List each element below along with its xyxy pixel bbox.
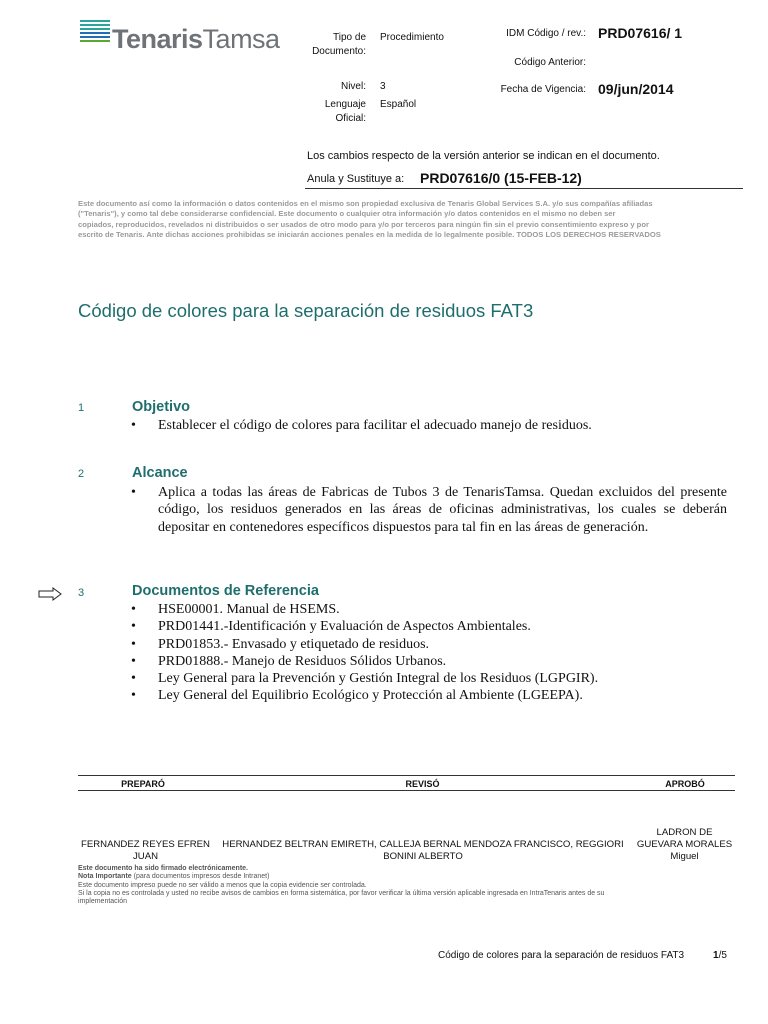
signatures-top-rule bbox=[78, 775, 735, 776]
approved-by-name: LADRON DE GUEVARA MORALES Miguel bbox=[636, 827, 733, 862]
tipo-documento-label: Tipo de Documento: bbox=[312, 32, 366, 57]
lenguaje-label: Lenguaje Oficial: bbox=[324, 99, 366, 124]
fecha-vigencia-value: 09/jun/2014 bbox=[598, 81, 674, 97]
list-item: • HSE00001. Manual de HSEMS. bbox=[131, 602, 340, 617]
logo-stripe bbox=[80, 36, 110, 38]
logo-stripe bbox=[80, 24, 110, 26]
anula-label: Anula y Sustituye a: bbox=[307, 173, 405, 185]
confidentiality-notice: Este documento así como la información o datos contenidos en el mismo son propiedad exclusiva de Tenaris Global Services S.A. y/o sus compañías afiliadas ("Tenaris"), y como tal debe considerarse confidencial. Este documento o cualquier otra información y/o datos contenidos en el mismo no deben ser copiados, reproducidos, revelados ni distribuidos o ser usados de otro modo para y/o por terceros para ningún fin sin el previo consentimiento expreso y por escrito de Tenaris. Ante dichas acciones prohibidas se iniciarán acciones penales en la medida de lo legalmente posible. TODOS LOS DERECHOS RESERVADOS bbox=[78, 199, 661, 239]
approved-header: APROBÓ bbox=[665, 779, 705, 789]
list-item: • PRD01888.- Manejo de Residuos Sólidos Urbanos. bbox=[131, 653, 447, 669]
idm-codigo-value: PRD07616/ 1 bbox=[598, 25, 683, 41]
section-number: 3 bbox=[78, 587, 85, 599]
reviewed-header: REVISÓ bbox=[405, 779, 440, 789]
footnotes: Este documento ha sido firmado electrónicamente. Nota Importante (para documentos impresos desde Intranet) Este documento impreso puede no ser válido a menos que la copia evidencie ser controlada. Si la copia no es controlada y usted no recibe avisos de cambios en forma sistemática, por favor verificar la última versión aplicable ingresada en IntraTenaris antes de su implementación bbox=[78, 865, 605, 906]
changes-note: Los cambios respecto de la versión anterior se indican en el documento. bbox=[307, 150, 660, 162]
list-item: • Ley General para la Prevención y Gestión Integral de los Residuos (LGPGIR). bbox=[131, 671, 599, 687]
section-number: 2 bbox=[78, 468, 85, 480]
list-item: • PRD01441.-Identificación y Evaluación de Aspectos Ambientales. bbox=[131, 619, 531, 635]
codigo-anterior-label: Código Anterior: bbox=[514, 57, 586, 68]
reference-list bbox=[131, 601, 727, 705]
header-divider bbox=[305, 188, 743, 189]
section-heading-documentos-referencia: Documentos de Referencia bbox=[132, 583, 319, 599]
change-indicator-arrow-icon bbox=[38, 587, 62, 601]
lenguaje-value: Español bbox=[380, 99, 417, 110]
idm-codigo-label: IDM Código / rev.: bbox=[506, 28, 586, 39]
logo-stripe bbox=[80, 28, 110, 30]
nivel-value: 3 bbox=[380, 81, 386, 92]
logo-stripe bbox=[80, 20, 110, 22]
prepared-by-name: FERNANDEZ REYES EFREN JUAN bbox=[80, 839, 210, 862]
section-heading-alcance: Alcance bbox=[132, 465, 188, 481]
anula-value: PRD07616/0 (15-FEB-12) bbox=[420, 170, 582, 186]
section-number: 1 bbox=[78, 402, 85, 414]
logo-stripe bbox=[80, 40, 110, 42]
list-item: • Ley General del Equilibrio Ecológico y Protección al Ambiente (LGEEPA). bbox=[131, 688, 583, 704]
tipo-documento-value: Procedimiento bbox=[380, 32, 444, 43]
list-item: • Aplica a todas las áreas de Fabricas de Tubos 3 de TenarisTamsa. Quedan excluidos del presente código, los residuos generados en las áreas de oficinas administrativas, los cuales se deberán depositar en contenedores específicos dispuestos para tal fin en las áreas de generación. bbox=[131, 485, 727, 535]
company-logo: TenarisTamsa bbox=[112, 24, 280, 54]
logo-stripes-icon bbox=[80, 20, 110, 42]
signatures-header-rule bbox=[78, 790, 735, 791]
fecha-vigencia-label: Fecha de Vigencia: bbox=[500, 84, 586, 95]
document-title: Código de colores para la separación de residuos FAT3 bbox=[78, 300, 534, 321]
prepared-header: PREPARÓ bbox=[121, 779, 165, 789]
logo-stripe bbox=[80, 32, 110, 34]
section-heading-objetivo: Objetivo bbox=[132, 399, 191, 415]
reviewed-by-names: HERNANDEZ BELTRAN EMIRETH, CALLEJA BERNAL MENDOZA FRANCISCO, REGGIORI BONINI ALBERTO bbox=[222, 839, 624, 862]
page-number: 1/5 bbox=[713, 950, 727, 961]
nivel-label: Nivel: bbox=[340, 81, 366, 92]
footer-title: Código de colores para la separación de residuos FAT3 bbox=[438, 950, 685, 961]
list-item: • Establecer el código de colores para facilitar el adecuado manejo de residuos. bbox=[131, 418, 592, 433]
list-item: • PRD01853.- Envasado y etiquetado de residuos. bbox=[131, 636, 430, 652]
